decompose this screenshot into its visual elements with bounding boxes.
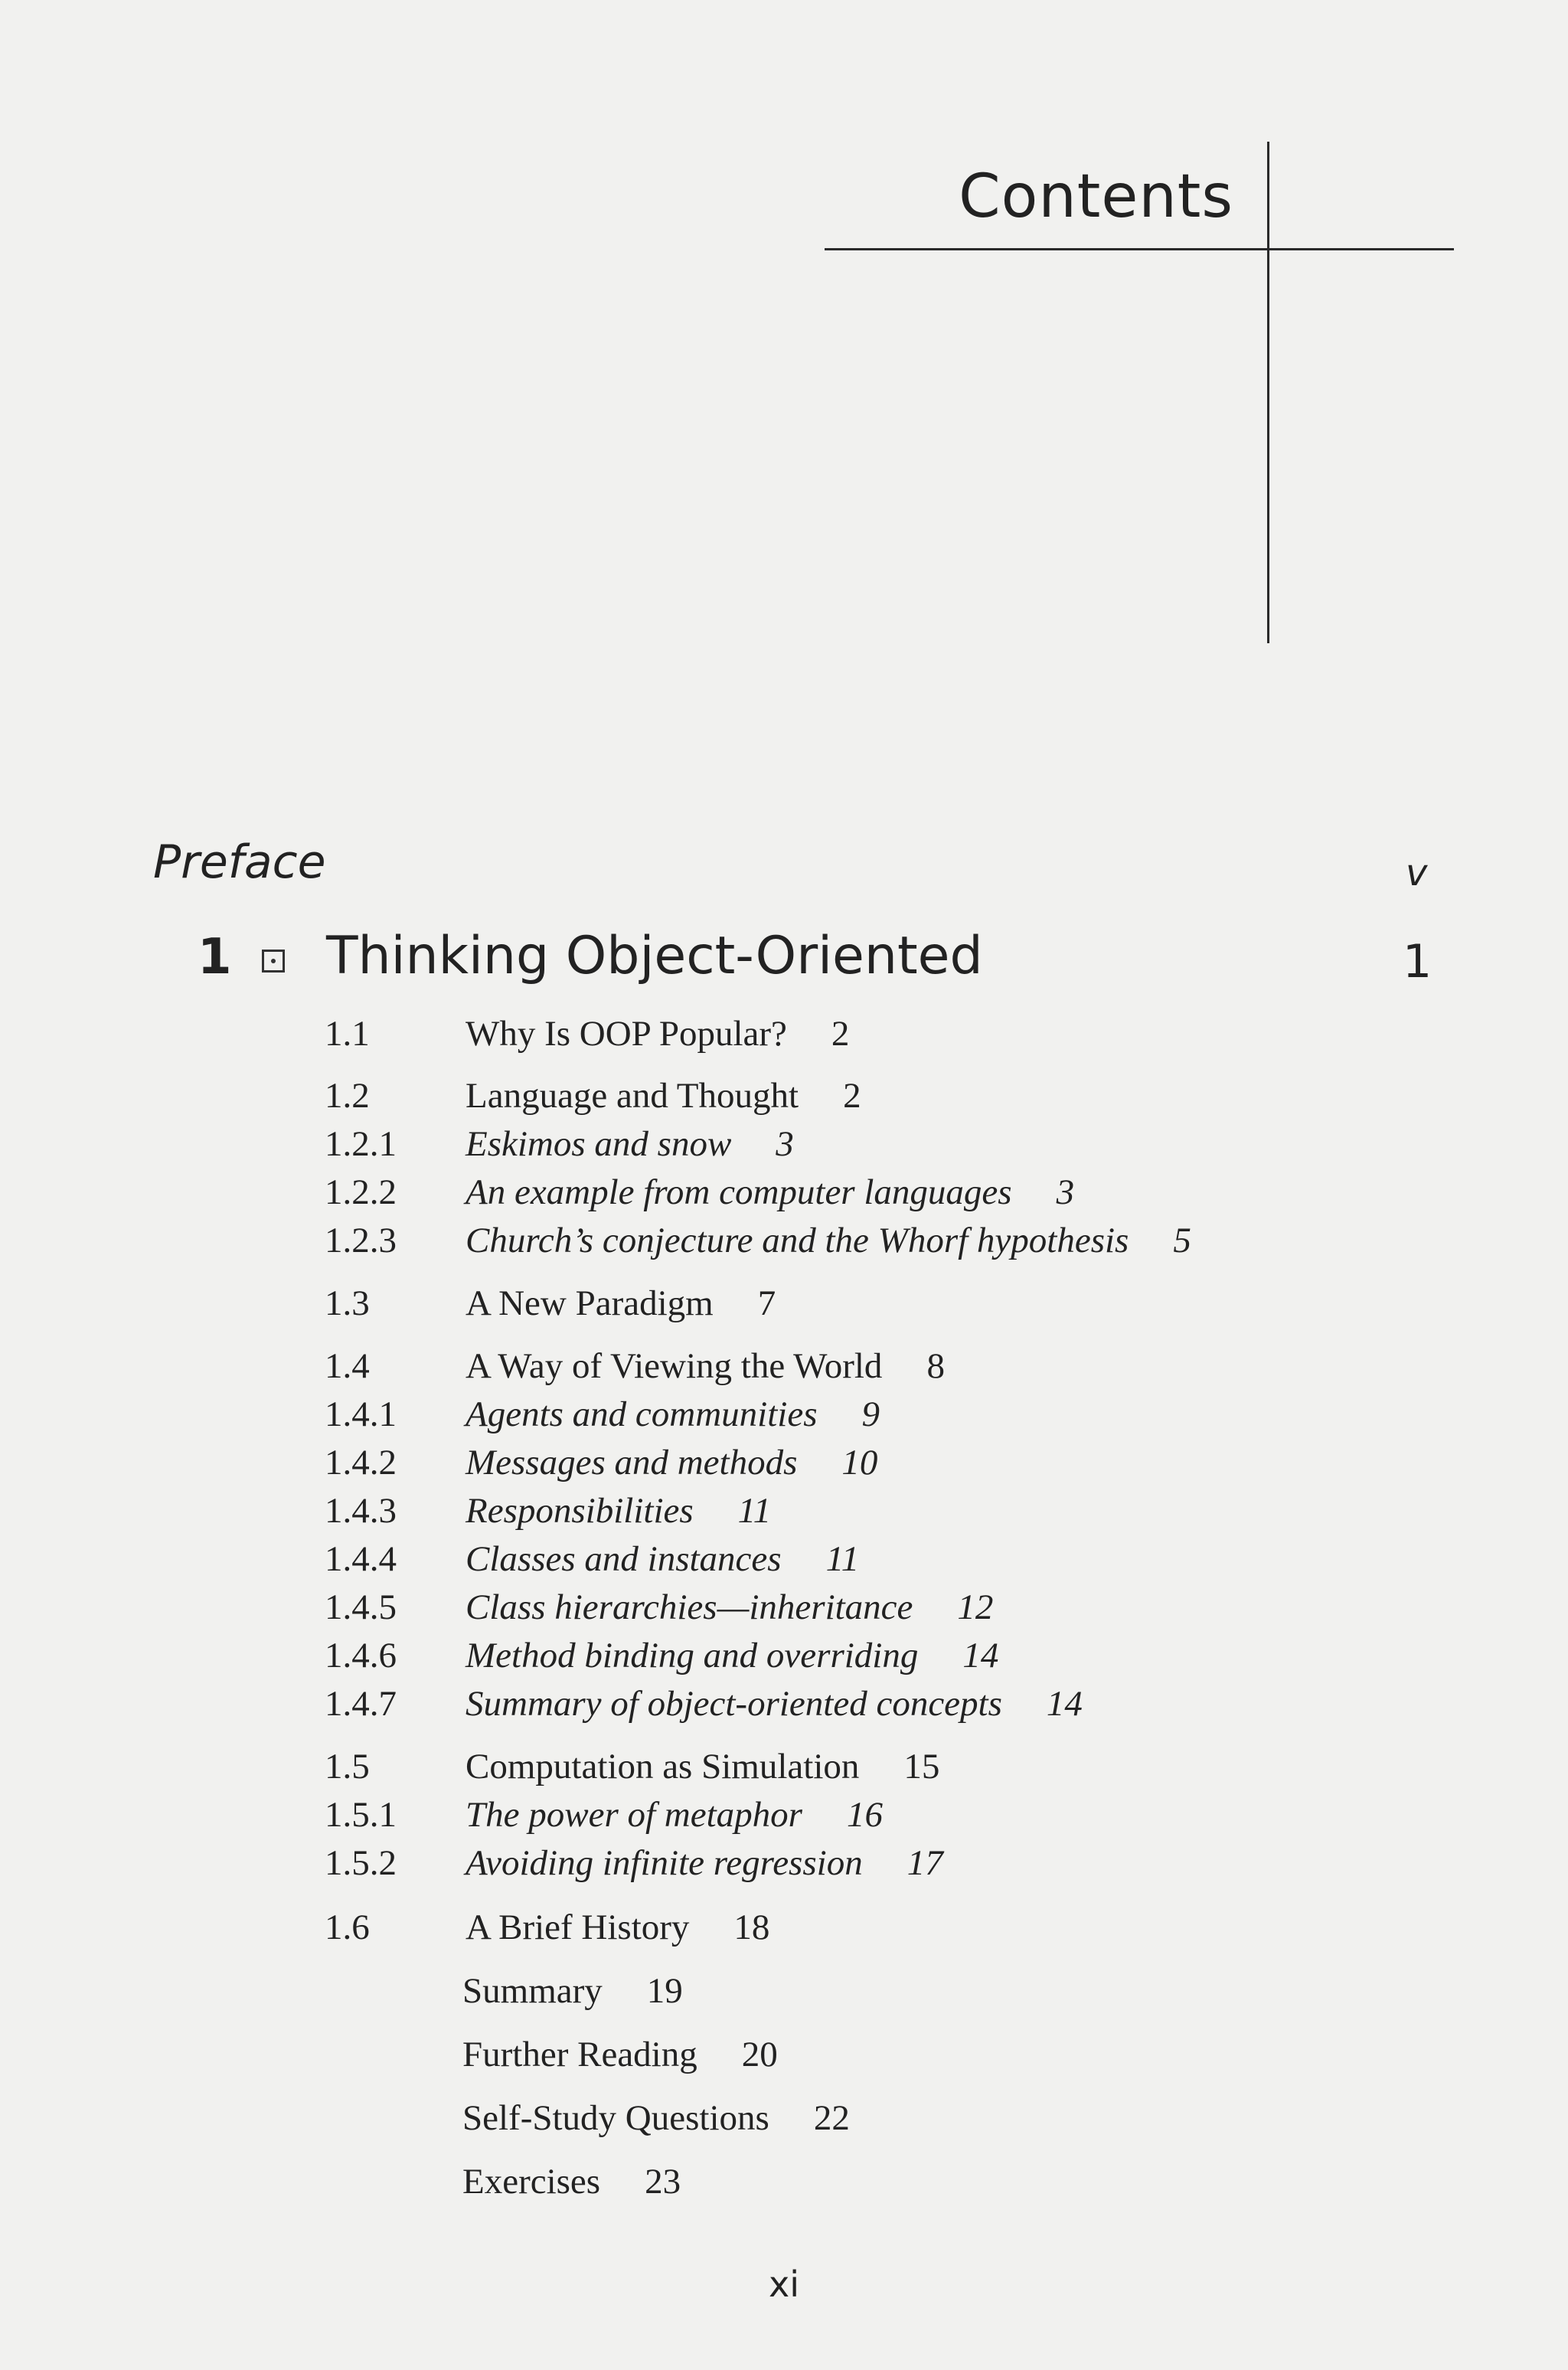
chapter-number: 1: [198, 929, 232, 986]
subsection-title: The power of metaphor: [466, 1795, 802, 1835]
section-title: Computation as Simulation: [466, 1747, 860, 1786]
subsection-page: 3: [1056, 1172, 1075, 1212]
section-number: 1.5: [325, 1747, 370, 1786]
subsection-title: Messages and methods: [466, 1443, 798, 1482]
chapter-box-icon: [262, 950, 285, 973]
subsection-title: Summary of object-oriented concepts: [466, 1684, 1002, 1724]
subsection-number: 1.2.2: [325, 1172, 397, 1212]
preface-title: Preface: [153, 835, 326, 889]
section-page: 15: [903, 1747, 940, 1786]
subsection-page: 17: [906, 1843, 943, 1883]
subsection-number: 1.2.1: [325, 1124, 397, 1164]
subsection-page: 10: [841, 1443, 878, 1482]
subsection-number: 1.5.1: [325, 1795, 397, 1835]
subsection-page: 11: [825, 1539, 860, 1579]
section-title: Why Is OOP Popular?: [466, 1014, 787, 1054]
section-title: A Brief History: [466, 1907, 690, 1947]
subsection-number: 1.2.3: [325, 1221, 397, 1260]
subsection-number: 1.4.7: [325, 1684, 397, 1724]
subsection-title: Agents and communities: [466, 1394, 818, 1434]
subsection-page: 16: [846, 1795, 883, 1835]
section-page: 7: [757, 1283, 776, 1323]
subsection-title: Method binding and overriding: [466, 1636, 919, 1675]
section-page: 20: [741, 2035, 778, 2074]
subsection-title: Classes and instances: [466, 1539, 782, 1579]
subsection-page: 3: [776, 1124, 794, 1164]
subsection-page: 12: [957, 1587, 994, 1627]
subsection-page: 5: [1173, 1221, 1191, 1260]
section-title: Self-Study Questions: [462, 2098, 769, 2138]
preface-page-number: v: [1406, 852, 1428, 894]
section-page: 23: [645, 2162, 681, 2202]
section-title: A Way of Viewing the World: [466, 1346, 883, 1386]
section-title: Summary: [462, 1971, 603, 2011]
section-page: 18: [733, 1907, 770, 1947]
section-title: Further Reading: [462, 2035, 697, 2074]
subsection-number: 1.4.2: [325, 1443, 397, 1482]
section-number: 1.6: [325, 1907, 370, 1947]
chapter-title: Thinking Object-Oriented: [326, 926, 983, 986]
subsection-number: 1.4.3: [325, 1491, 397, 1531]
subsection-title: Church’s conjecture and the Whorf hypothesis: [466, 1221, 1129, 1260]
subsection-number: 1.5.2: [325, 1843, 397, 1883]
section-page: 19: [646, 1971, 683, 2011]
section-page: 22: [813, 2098, 850, 2138]
subsection-number: 1.4.1: [325, 1394, 397, 1434]
subsection-page: 11: [737, 1491, 772, 1531]
subsection-title: Eskimos and snow: [466, 1124, 732, 1164]
subsection-title: Class hierarchies—inheritance: [466, 1587, 913, 1627]
section-title: A New Paradigm: [466, 1283, 714, 1323]
subsection-page: 14: [962, 1636, 999, 1675]
subsection-page: 9: [861, 1394, 880, 1434]
section-page: 2: [843, 1076, 861, 1116]
header-horizontal-rule: [825, 248, 1454, 250]
section-number: 1.2: [325, 1076, 370, 1116]
section-title: Language and Thought: [466, 1076, 799, 1116]
section-number: 1.3: [325, 1283, 370, 1323]
subsection-number: 1.4.6: [325, 1636, 397, 1675]
subsection-page: 14: [1046, 1684, 1083, 1724]
subsection-number: 1.4.5: [325, 1587, 397, 1627]
subsection-title: An example from computer languages: [466, 1172, 1012, 1212]
subsection-title: Responsibilities: [466, 1491, 694, 1531]
subsection-title: Avoiding infinite regression: [466, 1843, 863, 1883]
subsection-number: 1.4.4: [325, 1539, 397, 1579]
page-title: Contents: [959, 162, 1233, 231]
section-number: 1.4: [325, 1346, 370, 1386]
section-page: 8: [926, 1346, 945, 1386]
section-page: 2: [831, 1014, 850, 1054]
section-number: 1.1: [325, 1014, 370, 1054]
section-title: Exercises: [462, 2162, 601, 2202]
page-number: xi: [768, 2264, 799, 2305]
header-vertical-rule: [1267, 142, 1269, 643]
chapter-page-number: 1: [1403, 935, 1432, 989]
